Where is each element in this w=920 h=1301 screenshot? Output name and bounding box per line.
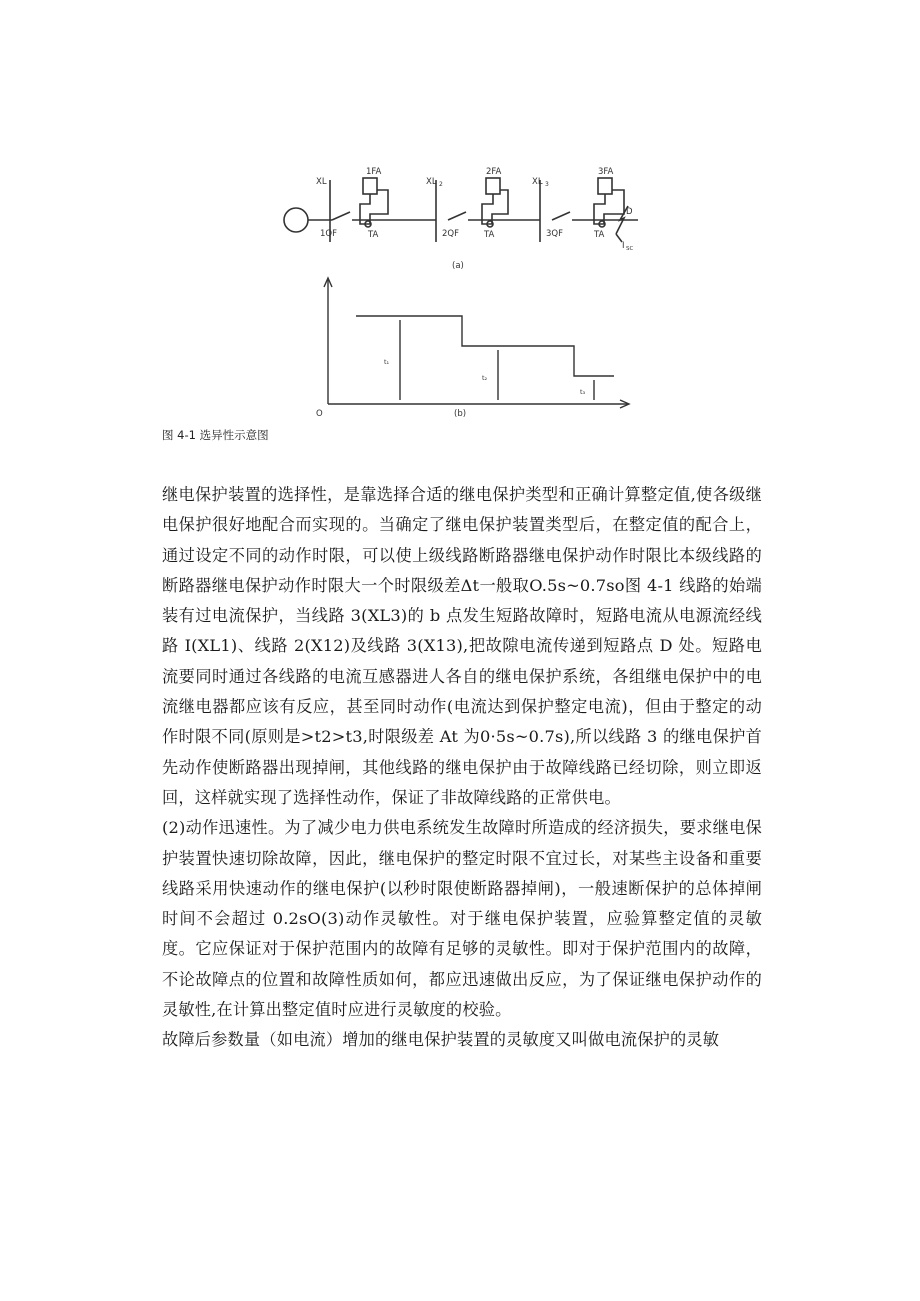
paragraph-speed-sensitivity: (2)动作迅速性。为了减少电力供电系统发生故障时所造成的经济损失，要求继电保护装置快速切除故障，因此，继电保护的整定时限不宜过长，对某些主设备和重要线路采用快速动作的继电保护(以秒时限使断路器掉闸)，一般速断保护的总体掉闸时间不会超过 0.2sO(3)动作灵敏性。对于继电保护装置，应验算整定值的灵敏度。它应保证对于保护范围内的故障有足够的灵敏性。即对于保护范围内的故障，不论故障点的位置和故障性质如何，都应迅速做出反应，为了保证继电保护动作的灵敏性,在计算出整定值时应进行灵敏度的校验。 — [162, 818, 762, 1020]
panel-b-labels — [316, 358, 586, 419]
figure-caption: 图 4-1 选异性示意图 — [162, 428, 269, 442]
time-step-curve — [356, 316, 614, 376]
selectivity-diagram — [276, 150, 644, 422]
label-panel-b: (b) — [454, 409, 467, 419]
label-xl1: XL — [316, 177, 327, 187]
label-1fa: 1FA — [366, 167, 382, 177]
label-xl2-sub: 2 — [439, 181, 443, 188]
label-2fa: 2FA — [486, 167, 502, 177]
label-3fa: 3FA — [598, 167, 614, 177]
label-xl3-sub: 3 — [545, 181, 549, 188]
label-fault-d: D — [626, 207, 633, 217]
paragraph-sensitivity-definition: 故障后参数量（如电流）增加的继电保护装置的灵敏度又叫做电流保护的灵敏 — [162, 1030, 720, 1050]
relay-3FA-box — [598, 178, 612, 194]
relay-2FA-box — [486, 178, 500, 194]
label-3qf: 3QF — [546, 229, 563, 239]
article-body — [162, 480, 762, 1056]
label-t2: t₂ — [482, 374, 488, 382]
breaker-2QF-symbol — [448, 212, 466, 220]
diagram-svg — [276, 150, 644, 422]
label-panel-a: (a) — [452, 261, 464, 271]
label-origin: O — [316, 409, 323, 419]
panel-a-circuit — [284, 178, 638, 242]
label-1qf: 1QF — [320, 229, 337, 239]
relay-1FA-wiring — [360, 190, 388, 224]
label-isc: I — [622, 241, 625, 251]
label-2qf: 2QF — [442, 229, 459, 239]
label-ta3: TA — [594, 230, 605, 240]
label-isc-sub: SC — [626, 246, 634, 252]
relay-3FA-wiring — [594, 190, 624, 224]
breaker-1QF-symbol — [332, 212, 350, 220]
label-xl2: XL — [426, 177, 437, 187]
label-ta2: TA — [484, 230, 495, 240]
label-ta1: TA — [368, 230, 379, 240]
paragraph-selectivity: 继电保护装置的选择性，是靠选择合适的继电保护类型和正确计算整定值,使各级继电保护很好地配合而实现的。当确定了继电保护装置类型后，在整定值的配合上，通过设定不同的动作时限，可以使上级线路断路器继电保护动作时限比本级线路的断路器继电保护动作时限大一个时限级差Δt一般取O.5s~0.7so图 4-1 线路的始端装有过电流保护，当线路 3(XL3)的 b 点发生短路故障时，短路电流从电源流经线路 I(XL1)、线路 2(X12)及线路 3(X13),把故隙电流传递到短路点 D 处。短路电流要同时通过各线路的电流互感器进人各自的继电保护系统，各组继电保护中的电流继电器都应该有反应，甚至同时动作(电流达到保护整定电流)，但由于整定的动作时限不同(原则是>t2>t3,时限级差 At 为0·5s~0.7s),所以线路 3 的继电保护首先动作使断路器出现掉闸，其他线路的继电保护由于故障线路已经切除，则立即返回，这样就实现了选择性动作，保证了非故障线路的正常供电。 — [162, 485, 762, 807]
relay-1FA-box — [363, 178, 377, 194]
power-source-symbol — [284, 208, 308, 232]
relay-2FA-wiring — [482, 190, 508, 224]
label-t3: t₃ — [580, 388, 586, 396]
label-t1: t₁ — [384, 358, 390, 366]
label-xl3: XL — [532, 177, 543, 187]
breaker-3QF-symbol — [552, 212, 570, 220]
